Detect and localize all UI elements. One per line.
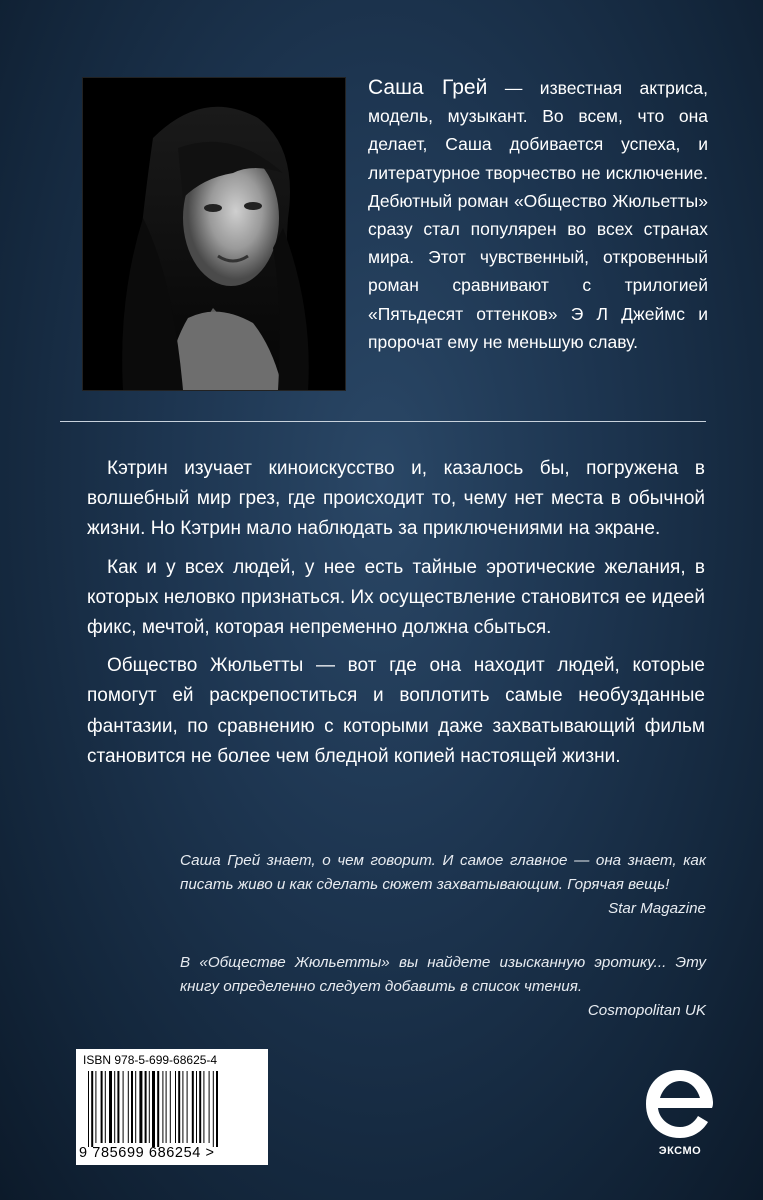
barcode-bar (203, 1071, 204, 1143)
review-quote-text: Саша Грей знает, о чем говорит. И самое главное — она знает, как писать живо и как сделать сюжет захватывающим. Горячая вещь! (180, 852, 706, 893)
barcode-bar (117, 1071, 119, 1143)
author-bio (368, 74, 708, 356)
barcode-bar (157, 1071, 159, 1147)
barcode-bar (182, 1071, 183, 1143)
barcode-bar (88, 1071, 89, 1147)
publisher-logo (640, 1064, 720, 1164)
author-photo (82, 77, 346, 391)
barcode-bar (128, 1071, 129, 1143)
book-description (87, 454, 705, 780)
barcode-bar (213, 1071, 214, 1147)
author-name: Саша Грей (368, 76, 488, 99)
barcode-bar (149, 1071, 150, 1143)
barcode-digits: 9 785699 686254 > (79, 1145, 215, 1161)
description-paragraph-2: Как и у всех людей, у нее есть тайные эротические желания, в которых неловко признаться. Их осуществление становится ее идеей фикс, мечтой, которая непременно должна сбыться. (87, 556, 705, 639)
barcode-bar (145, 1071, 147, 1143)
barcode-bar (101, 1071, 103, 1143)
author-bio-text: — известная актриса, модель, музыкант. Во всем, что она делает, Саша добивается успеха, и литературное творчество не исключение. Дебютный роман «Общество Жюльетты» сразу стал популярен во всех странах мира. Этот чувственный, откровенный роман сравнивают с трилогией «Пятьдесят оттенков» Э Л Джеймс и пророчат ему не меньшую славу. (368, 78, 708, 352)
review-quote-1 (180, 849, 706, 921)
barcode-bar (187, 1071, 188, 1143)
barcode-bar (175, 1071, 176, 1143)
barcode-bar (131, 1071, 133, 1143)
barcode-bar (178, 1071, 180, 1143)
barcode-bar (123, 1071, 124, 1143)
review-quote-text: В «Обществе Жюльетты» вы найдете изысканную эротику... Эту книгу определенно следует добавить в список чтения. (180, 954, 706, 995)
barcode-bar (91, 1071, 93, 1147)
barcode-bar (135, 1071, 136, 1143)
publisher-name: ЭКСМО (658, 1145, 702, 1157)
review-quote-source: Cosmopolitan UK (587, 1002, 706, 1019)
barcode-bar (170, 1071, 171, 1143)
review-quote-2 (180, 951, 706, 1023)
eksmo-logo-icon (640, 1064, 720, 1144)
barcode-bar (209, 1071, 210, 1143)
barcode-bar (139, 1071, 142, 1143)
barcode-bar (152, 1071, 155, 1147)
barcode-bar (114, 1071, 115, 1143)
barcode-bar (166, 1071, 167, 1143)
description-paragraph-1: Кэтрин изучает киноискусство и, казалось бы, погружена в волшебный мир грез, где происходит то, чему нет места в обычной жизни. Но Кэтрин мало наблюдать за приключениями на экране. (87, 458, 705, 540)
isbn-barcode (76, 1049, 268, 1165)
barcode-bar (216, 1071, 218, 1147)
isbn-label: ISBN 978-5-699-68625-4 (83, 1053, 218, 1067)
description-paragraph-3: Общество Жюльетты — вот где она находит людей, которые помогут ей раскрепоститься и воплотить самые необузданные фантазии, по сравнению с которыми даже захватывающий фильм становится не более чем бледной копией настоящей жизни. (87, 655, 705, 767)
review-quote-source: Star Magazine (608, 900, 706, 917)
barcode-bar (192, 1071, 194, 1143)
barcode-bar (105, 1071, 106, 1143)
barcode-bar (109, 1071, 112, 1143)
barcode-bar (162, 1071, 163, 1143)
barcode-bar (95, 1071, 96, 1143)
barcode-bar (196, 1071, 197, 1143)
author-portrait-photo (83, 78, 345, 390)
barcode-bar (199, 1071, 201, 1143)
section-divider (60, 421, 706, 422)
